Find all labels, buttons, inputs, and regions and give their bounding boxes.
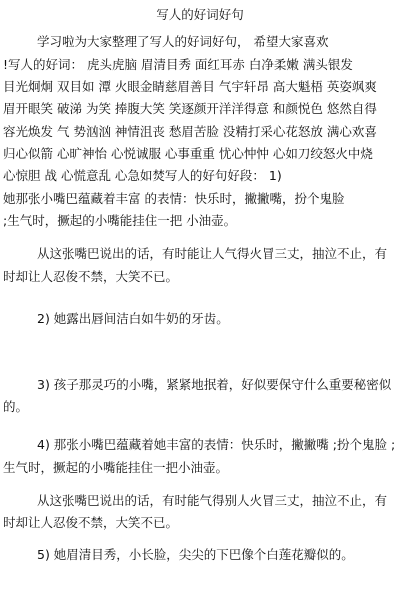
text-line: 5) 她眉清目秀，小长脸，尖尖的下巴像个白莲花瓣似的。 xyxy=(37,547,354,562)
text-line: 归心似箭 心旷神怡 心悦诚服 心事重重 忧心忡忡 心如刀绞怒火中烧 xyxy=(3,146,373,161)
text-line: ;生气时，撅起的小嘴能挂住一把 小油壶。 xyxy=(3,213,237,228)
text-line: !写人的好词： 虎头虎脑 眉清目秀 面红耳赤 白净柔嫩 满头银发 xyxy=(3,57,353,72)
text-line: 2) 她露出唇间洁白如牛奶的牙齿。 xyxy=(37,311,229,326)
page-title: 写人的好词好句 xyxy=(156,7,244,22)
text-line: 从这张嘴巴说出的话，有时能气得别人火冒三丈，抽泣不止，有 xyxy=(37,493,388,508)
text-line: 心惊胆 战 心慌意乱 心急如焚写人的好句好段： 1) xyxy=(3,168,282,183)
text-line: 时却让人忍俊不禁，大笑不已。 xyxy=(3,515,179,530)
text-line: 时却让人忍俊不禁，大笑不已。 xyxy=(3,269,179,284)
text-line: 学习啦为大家整理了写人的好词好句， 希望大家喜欢 xyxy=(37,34,329,49)
text-line: 她那张小嘴巴蕴藏着丰富 的表情：快乐时，撇撇嘴，扮个鬼脸 xyxy=(3,191,345,206)
text-line: 目光炯炯 双目如 潭 火眼金睛慈眉善目 气宇轩昂 高大魁梧 英姿飒爽 xyxy=(3,79,377,94)
text-line: 眉开眼笑 破涕 为笑 捧腹大笑 笑逐颜开洋洋得意 和颜悦色 悠然自得 xyxy=(3,101,377,116)
text-line: 容光焕发 气 势汹汹 神情沮丧 愁眉苦脸 没精打采心花怒放 满心欢喜 xyxy=(3,124,377,139)
text-line: 的。 xyxy=(3,399,29,414)
text-line: 4) 那张小嘴巴蕴藏着她丰富的表情：快乐时，撇撇嘴 ;扮个鬼脸 ; xyxy=(37,437,396,452)
text-line: 从这张嘴巴说出的话，有时能让人气得火冒三丈，抽泣不止，有 xyxy=(37,246,388,261)
text-line: 3) 孩子那灵巧的小嘴，紧紧地抿着，好似要保守什么重要秘密似 xyxy=(37,377,392,392)
text-line: 生气时，撅起的小嘴能挂住一把小油壶。 xyxy=(3,460,229,475)
